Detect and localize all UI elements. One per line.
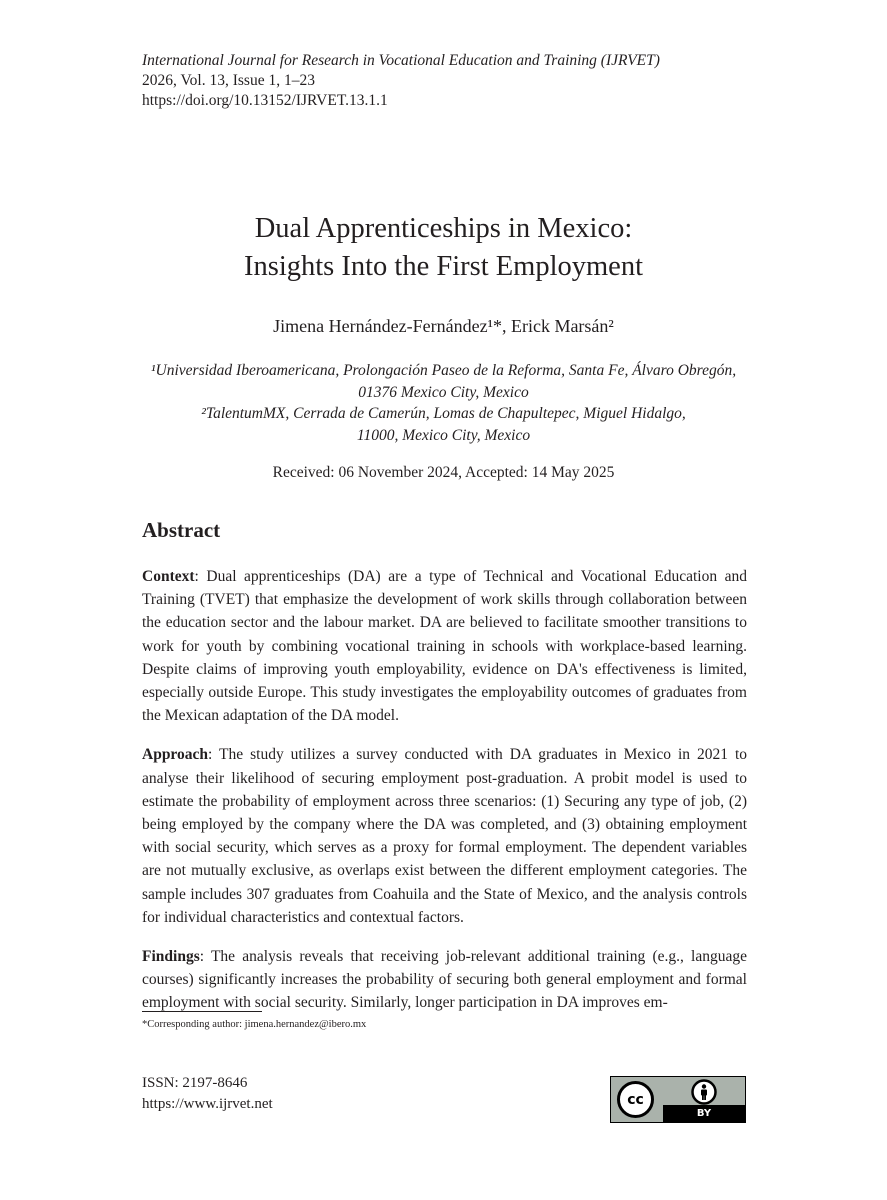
findings-text: : The analysis reveals that receiving job-relevant additional training (e.g., language courses) significantly increases the probability of securing both general employment and formal employment with social security. Similarly, longer participation in DA improves em- [142,948,747,1012]
abstract-heading: Abstract [142,518,221,542]
affiliation-2-line-2: 11000, Mexico City, Mexico [356,426,531,444]
affiliation-1-line-2: 01376 Mexico City, Mexico [358,383,529,401]
approach-text: : The study utilizes a survey conducted with DA graduates in Mexico in 2021 to analyse their likelihood of securing employment post-graduation. A probit model is used to estimate the probability of employment across three scenarios: (1) Securing any type of job, (2) being employed by the company where the DA was completed, and (3) obtaining employment with social security, which serves as a proxy for formal employment. The dependent variables are not mutually exclusive, as overlaps exist between the different employment categories. The sample includes 307 graduates from Coahuila and the State of Mexico, and the analysis controls for individual characteristics and contextual factors. [142,746,747,926]
journal-name: International Journal for Research in Vocational Education and Training (IJRVET) [142,52,660,69]
cc-by-license-icon[interactable] [610,1076,746,1123]
cc-mark-icon: cc [617,1081,654,1118]
by-label: BY [696,1108,712,1119]
title-line-1: Dual Apprenticeships in Mexico: [254,213,633,244]
attribution-person-icon [691,1079,717,1105]
journal-issue: 2026, Vol. 13, Issue 1, 1–23 [142,72,315,89]
context-label: Context [142,568,195,585]
affiliation-2-line-1: ²TalentumMX, Cerrada de Camerún, Lomas de Chapultepec, Miguel Hidalgo, [201,405,686,422]
corresponding-author-footnote: *Corresponding author: jimena.hernandez@ibero.mx [142,1019,367,1030]
approach-label: Approach [142,746,209,764]
context-text: : Dual apprenticeships (DA) are a type of Technical and Vocational Education and Training (TVET) that emphasize the development of work skills through collaboration between the education sector and the labour market. DA are believed to facilitate smoother transitions to work for youth by combining vocational training in schools with workplace-based learning. Despite claims of improving youth employability, evidence on DA's effectiveness is limited, especially outside Europe. This study investigates the employability outcomes of graduates from the Mexican adaptation of the DA model. [142,568,747,725]
received-accepted-dates: Received: 06 November 2024, Accepted: 14 May 2025 [272,464,615,481]
website-link[interactable]: https://www.ijrvet.net [142,1096,273,1112]
issn: ISSN: 2197-8646 [142,1075,248,1091]
abstract-approach [142,743,747,929]
affiliation-1-line-1: ¹Universidad Iberoamericana, Prolongación Paseo de la Reforma, Santa Fe, Álvaro Obregón, [150,362,737,379]
abstract-findings [142,945,747,1015]
findings-label: Findings [142,948,200,966]
footnote-rule [142,1011,262,1012]
authors: Jimena Hernández-Fernández¹*, Erick Marsán² [273,316,614,336]
paper-title [0,210,887,286]
abstract-context [142,565,747,727]
abstract-body [142,565,747,1031]
doi-link[interactable]: https://doi.org/10.13152/IJRVET.13.1.1 [142,92,388,109]
footer-info [142,1073,273,1115]
title-line-2: Insights Into the First Employment [244,251,643,282]
journal-header [142,51,660,111]
affiliations [0,360,887,446]
